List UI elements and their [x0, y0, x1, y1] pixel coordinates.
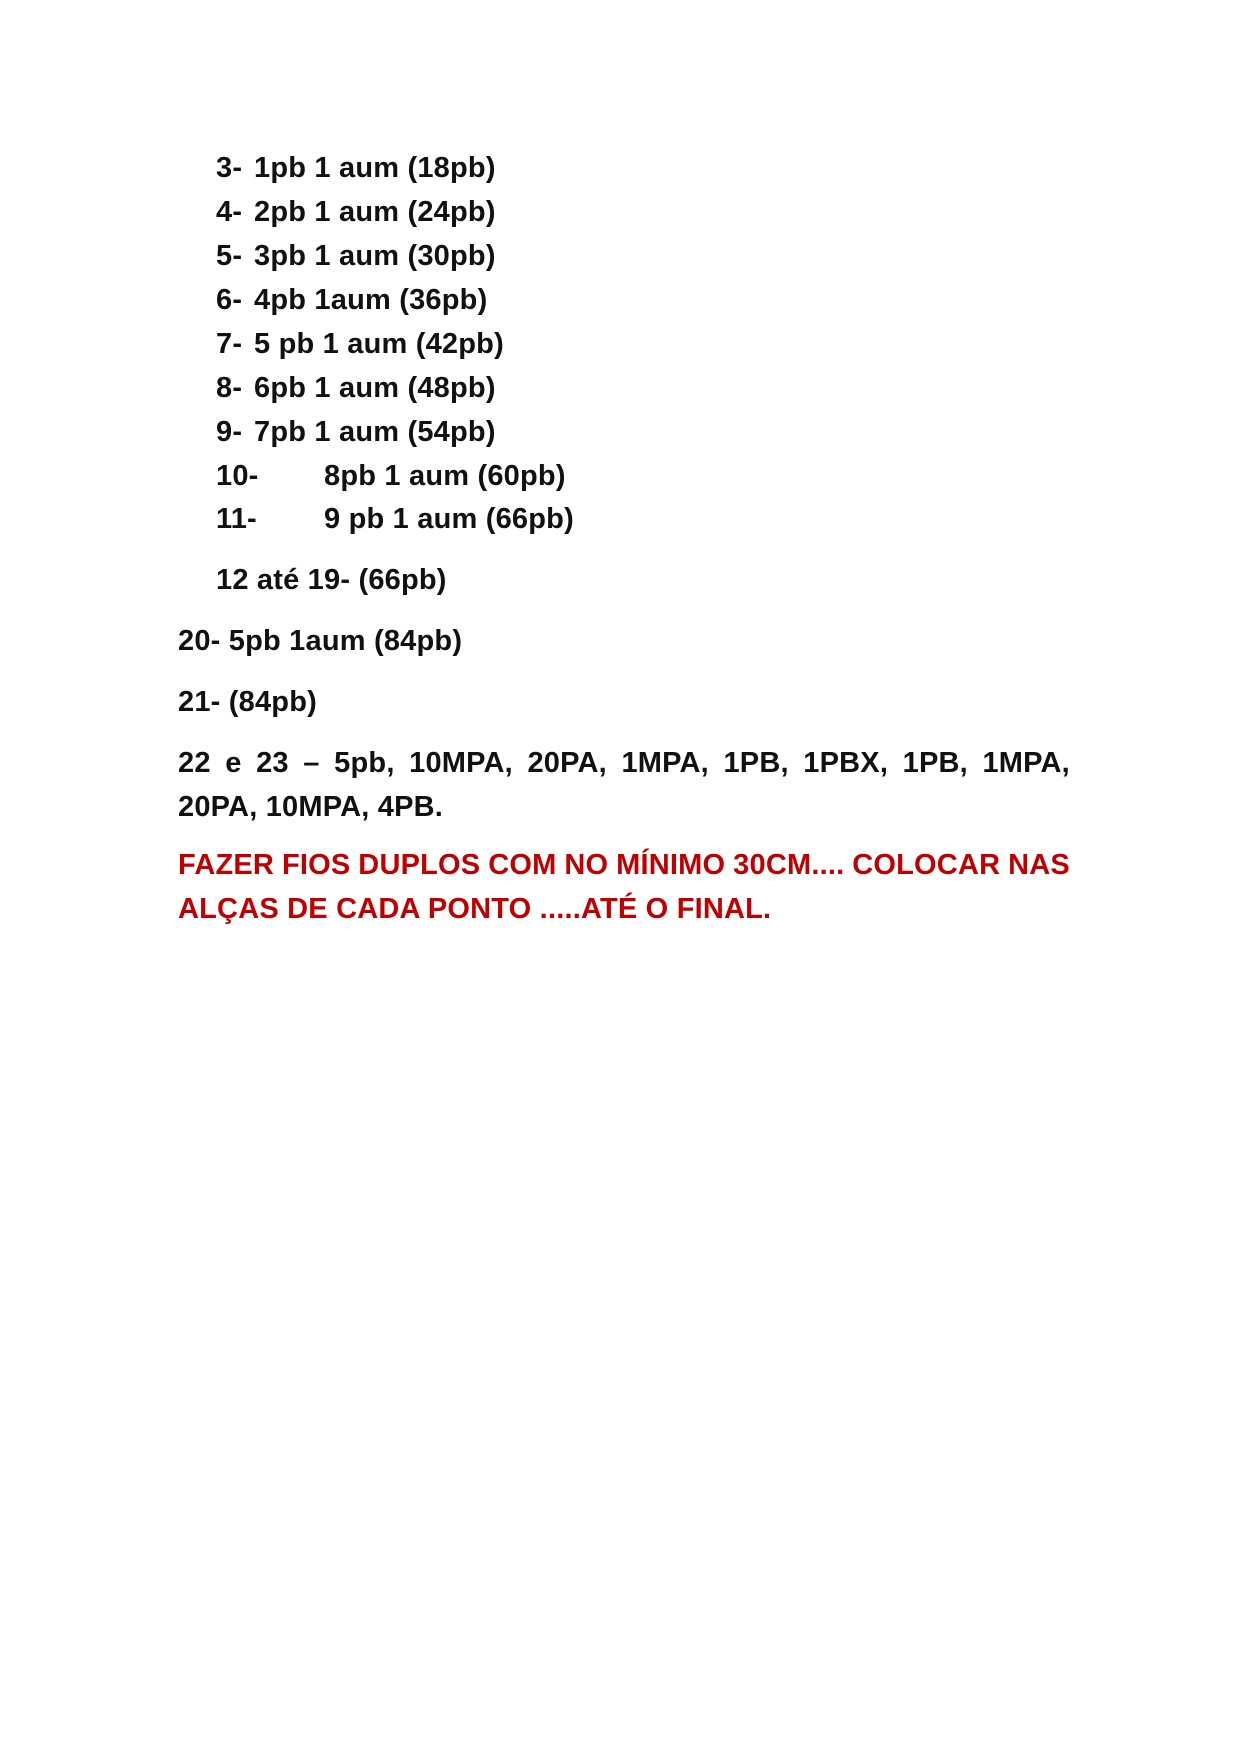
list-item-number: 7- [216, 328, 243, 360]
paragraph-rows-22-23 [178, 746, 1070, 824]
list-item-number: 6- [216, 284, 243, 316]
word: NAS [1008, 849, 1070, 881]
list-item-number: 11- [216, 503, 257, 535]
paragraph-line [178, 746, 1070, 780]
word: 10MPA, [409, 747, 513, 779]
word: FAZER [178, 849, 275, 881]
list-item-text: 4pb 1aum (36pb) [254, 284, 488, 316]
list-item-text: 9 pb 1 aum (66pb) [324, 503, 574, 535]
note-paragraph [178, 848, 1070, 926]
list-item-text: 2pb 1 aum (24pb) [254, 196, 496, 228]
word: 5pb, [334, 747, 395, 779]
word: FIOS [281, 849, 351, 881]
list-item [216, 415, 496, 449]
word: MÍNIMO [616, 849, 726, 881]
word: 23 [256, 747, 289, 779]
word: 30CM.... [733, 849, 845, 881]
word: DUPLOS [358, 849, 481, 881]
paragraph-line: 20PA, 10MPA, 4PB. [178, 791, 444, 823]
list-item-number: 8- [216, 372, 243, 404]
list-item-number: 3- [216, 152, 243, 184]
paragraph-row-21: 21- (84pb) [178, 686, 317, 718]
list-item [216, 502, 574, 536]
list-item-number: 10- [216, 460, 259, 492]
list-item-text: 3pb 1 aum (30pb) [254, 240, 496, 272]
list-item [216, 371, 496, 405]
list-item-number: 9- [216, 416, 243, 448]
word: NO [564, 849, 609, 881]
list-item [216, 459, 566, 493]
list-item-number: 4- [216, 196, 243, 228]
word: 1MPA, [982, 747, 1070, 779]
list-item-number: 5- [216, 240, 243, 272]
list-item-text: 8pb 1 aum (60pb) [324, 460, 566, 492]
list-item-text: 5 pb 1 aum (42pb) [254, 328, 504, 360]
list-item [216, 151, 496, 185]
list-item-text: 6pb 1 aum (48pb) [254, 372, 496, 404]
word: – [303, 747, 320, 779]
word: 20PA, [527, 747, 607, 779]
list-item [216, 239, 496, 273]
list-item [216, 283, 487, 317]
word: 1PBX, [803, 747, 889, 779]
paragraph-rows-12-19: 12 até 19- (66pb) [216, 564, 447, 596]
word: e [225, 747, 242, 779]
word: COLOCAR [852, 849, 1001, 881]
note-line: ALÇAS DE CADA PONTO .....ATÉ O FINAL. [178, 893, 772, 925]
list-item [216, 195, 496, 229]
word: 22 [178, 747, 211, 779]
list-item-text: 1pb 1 aum (18pb) [254, 152, 496, 184]
word: 1MPA, [621, 747, 709, 779]
note-line [178, 848, 1070, 882]
list-item-text: 7pb 1 aum (54pb) [254, 416, 496, 448]
list-item [216, 327, 504, 361]
word: 1PB, [723, 747, 789, 779]
word: 1PB, [902, 747, 968, 779]
paragraph-row-20: 20- 5pb 1aum (84pb) [178, 625, 463, 657]
word: COM [488, 849, 557, 881]
